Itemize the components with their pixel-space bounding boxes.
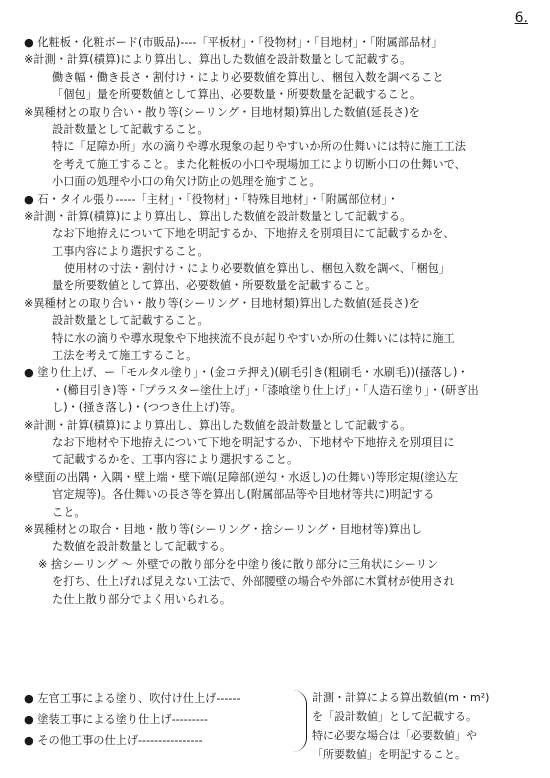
text-line: 官定規等)。各仕舞いの長さ等を算出し(附属部品等や目地材等共に)明記する — [52, 488, 435, 502]
document-body — [24, 34, 534, 608]
footer-item: ● 左官工事による塗り、吹付け仕上げ------ — [24, 692, 241, 705]
text-line: なお下地材や下地拵えについて下地を明記するか、下地材や下地拵えを別項目に — [52, 435, 455, 449]
text-line: 小口面の処理や小口の角欠け防止の処理を施すこと。 — [52, 175, 321, 189]
footer-item-list — [24, 688, 294, 751]
text-line: 使用材の寸法・割付け・により必要数値を算出し、梱包入数を調べ、「梱包」 — [64, 262, 450, 276]
text-line: ※異種材との取り合い・散り等(シーリング・目地材類)算出した数値(延長さ)を — [24, 296, 420, 310]
text-line: こと。 — [52, 505, 86, 519]
footer-summary — [24, 688, 534, 768]
text-line: ※計測・計算(積算)により算出し、算出した数値を設計数量として記載する。 — [24, 53, 412, 67]
page-number: 6. — [514, 10, 528, 26]
text-line: 設計数量として記載すること。 — [52, 122, 209, 136]
text-line: ● 化粧板・化粧ボード(市販品)----「平板材」・「役物材」・「目地材」・「附属部品材」 — [24, 36, 443, 49]
text-line: ※計測・計算(積算)により算出し、算出した数値を設計数量として記載する。 — [24, 209, 412, 223]
text-line: て記載するかを、工事内容により選択すること。 — [52, 453, 299, 467]
text-line: 量を所要数値として算出、必要数値・所要数量を記載すること。 — [52, 279, 377, 293]
footer-item: ● その他工事の仕上げ---------------- — [24, 734, 203, 747]
text-line: ※計測・計算(積算)により算出し、算出した数値を設計数量として記載する。 — [24, 418, 412, 432]
footer-note-line: 計測・計算による算出数値(m・m²) — [312, 691, 490, 704]
text-line: ※壁面の出隅・入隅・壁上端・壁下端(足障部(逆勾・水返し)の仕舞い)等形定規(塗込左 — [24, 470, 458, 484]
text-line: ・(櫛目引き)等・「プラスター塗仕上げ」・「漆喰塗り仕上げ」・「人造石塗り」・(研ぎ出 — [52, 383, 479, 397]
text-line: を打ち、仕上げれば見えない工法で、外部腰壁の場合や外部に木質材が使用され — [52, 575, 455, 589]
text-line: た仕上散り部分でよく用いられる。 — [52, 592, 232, 606]
text-line: なお下地拵えについて下地を明記するか、下地拵えを別項目にて記載するかを、 — [52, 227, 455, 241]
footer-note-line: 「所要数値」を明記すること。 — [312, 748, 466, 761]
curly-brace — [292, 690, 307, 752]
text-line: ● 石・タイル張り-----「主材」・「役物材」・「特殊目地材」・「附属部位材」・ — [24, 192, 399, 206]
text-line: た数値を設計数量として記載する。 — [52, 540, 232, 554]
text-line: 「個包」量を所要数値として算出、必要数量・所要数量を記載すること。 — [52, 88, 422, 102]
text-line: ● 塗り仕上げ、ー「モルタル塗り」・(金コテ押え)(刷毛引き(粗刷毛・水刷毛))(搔落し)・ — [24, 366, 469, 380]
text-line: ※異種材との取り合い・散り等(シーリング・目地材類)算出した数値(延長さ)を — [24, 105, 420, 119]
text-line: し)・(掻き落し)・(つつき仕上げ)等。 — [52, 401, 242, 415]
footer-item: ● 塗装工事による塗り仕上げ--------- — [24, 713, 208, 726]
text-line: 特に「足障か所」水の滴りや導水現象の起りやすいか所の仕舞いには特に施工工法 — [52, 140, 466, 154]
text-line: ※ 捨シーリング 〜 外壁での散り部分を中塗り後に散り部分に三角状にシーリン — [38, 557, 439, 571]
text-line: 工法を考えて施工すること。 — [52, 349, 198, 363]
text-line: 働き幅・働き長さ・割付け・により必要数値を算出し、梱包入数を調べること — [52, 70, 444, 84]
text-line: 設計数量として記載すること。 — [52, 314, 209, 328]
text-line: ※異種材との取合・目地・散り等(シーリング・捨シーリング・目地材等)算出し — [24, 522, 423, 536]
text-line: を考えて施工すること。また化粧板の小口や現場加工により切断小口の仕舞いで、 — [52, 157, 466, 171]
footer-note-line: を「設計数値」として記載する。 — [312, 710, 477, 723]
text-line: 工事内容により選択すること。 — [52, 244, 209, 258]
text-line: 特に水の滴りや導水現象や下地挟流不良が起りやすいか所の仕舞いには特に施工 — [52, 331, 455, 345]
footer-note — [312, 688, 534, 764]
footer-note-line: 特に必要な場合は「必要数値」や — [312, 729, 477, 742]
